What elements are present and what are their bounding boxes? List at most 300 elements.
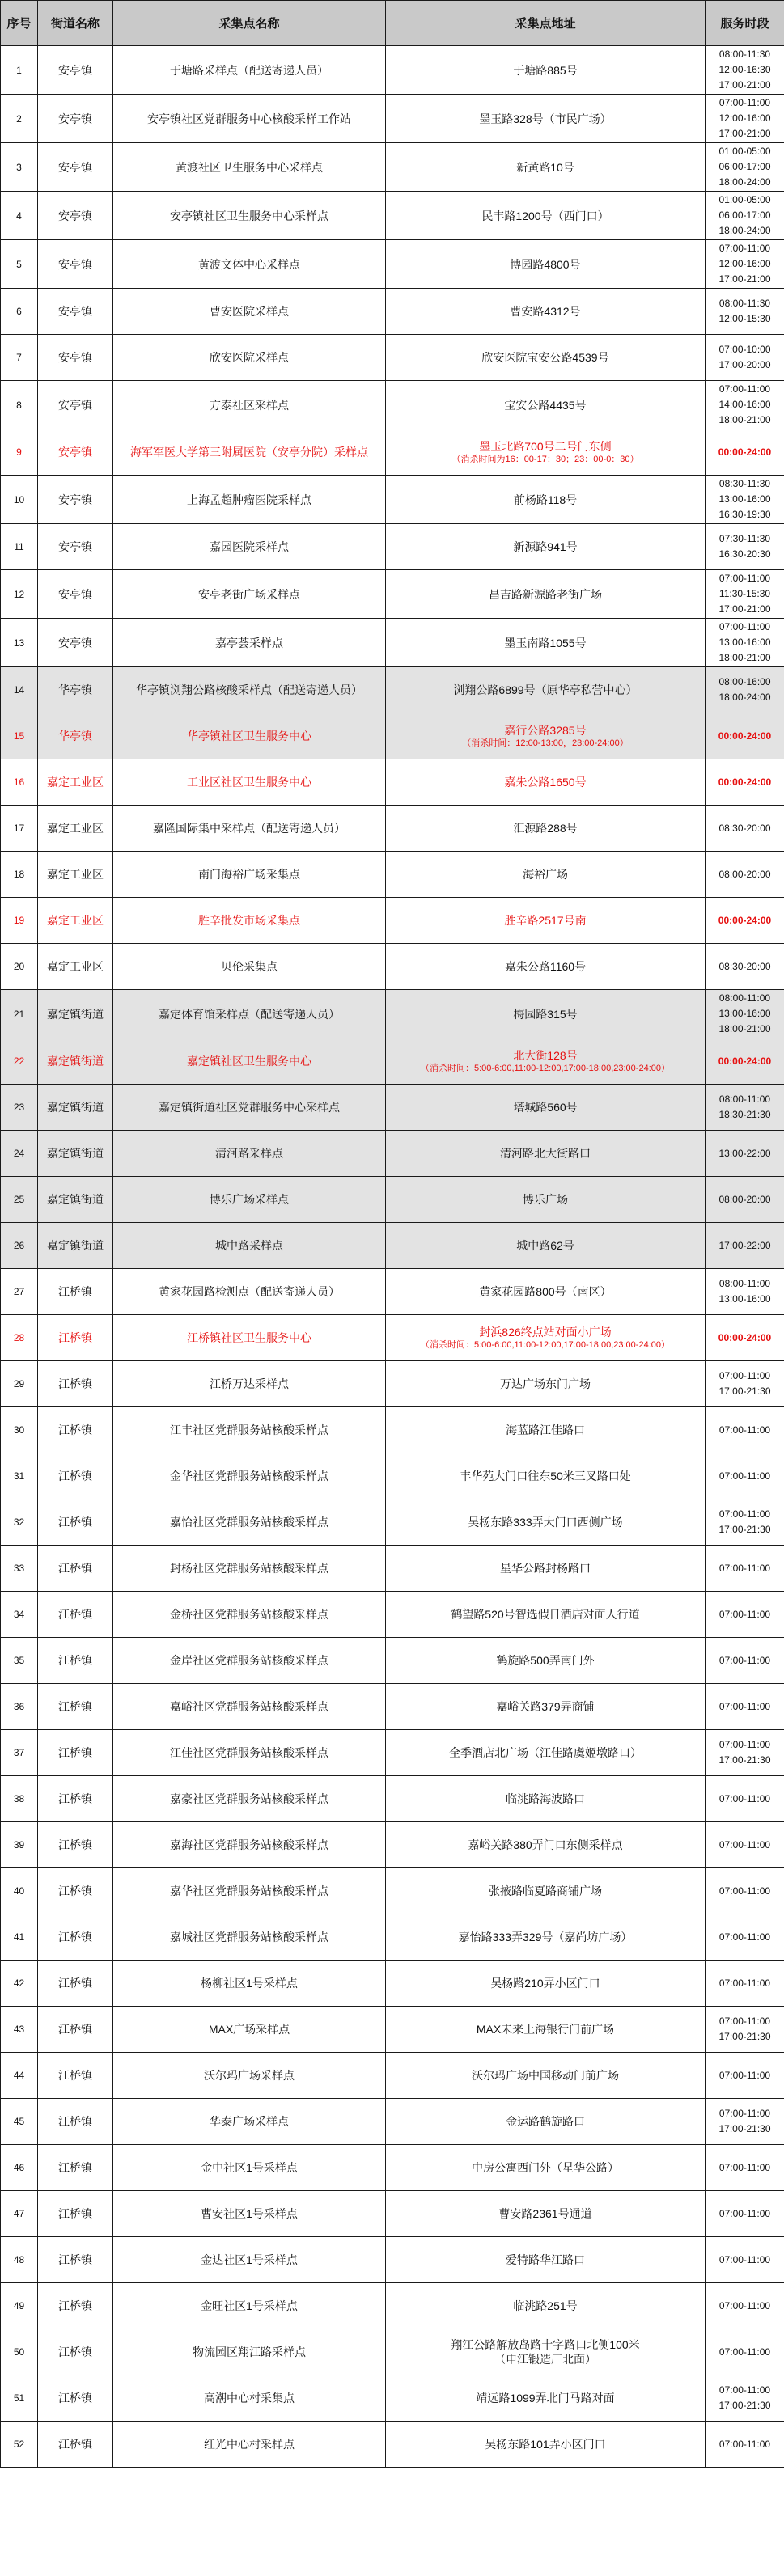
site-name: 华亭镇浏翔公路核酸采样点（配送寄递人员）: [113, 667, 386, 713]
site-address: [386, 1961, 706, 2007]
service-time-slot: 07:00-11:00: [718, 1884, 771, 1897]
table-row: [1, 1546, 784, 1592]
table-row: [1, 1868, 784, 1914]
site-name: 金旺社区1号采样点: [113, 2283, 386, 2329]
street-name: 嘉定工业区: [38, 852, 113, 898]
address-main: 嘉朱公路1650号: [504, 776, 587, 789]
row-number: 21: [1, 990, 38, 1038]
row-number: 23: [1, 1085, 38, 1131]
site-address: [386, 1592, 706, 1638]
service-times: [706, 95, 784, 143]
service-times: [706, 1592, 784, 1638]
site-address: [386, 2375, 706, 2422]
street-name: 安亭镇: [38, 476, 113, 524]
row-number: 38: [1, 1776, 38, 1822]
site-address: [386, 1776, 706, 1822]
table-body: [1, 46, 784, 2468]
row-number: 7: [1, 335, 38, 381]
street-name: 嘉定工业区: [38, 806, 113, 852]
service-time-slot: 08:30-11:30: [718, 478, 771, 489]
street-name: 安亭镇: [38, 192, 113, 240]
row-number: 18: [1, 852, 38, 898]
table-row: [1, 1499, 784, 1546]
street-name: 江桥镇: [38, 1914, 113, 1961]
service-times: [706, 1499, 784, 1546]
street-name: 江桥镇: [38, 2191, 113, 2237]
street-name: 嘉定工业区: [38, 898, 113, 944]
service-time-slot: 07:00-11:00: [718, 1370, 771, 1381]
table-row: [1, 2099, 784, 2145]
site-name: 曹安医院采样点: [113, 289, 386, 335]
row-number: 1: [1, 46, 38, 95]
site-address: [386, 1730, 706, 1776]
site-address: [386, 898, 706, 944]
table-row: [1, 289, 784, 335]
table-row: [1, 1638, 784, 1684]
site-name: 嘉豪社区党群服务站核酸采样点: [113, 1776, 386, 1822]
service-time-slot: 17:00-21:00: [718, 273, 771, 285]
street-name: 嘉定镇街道: [38, 1085, 113, 1131]
site-address: [386, 2329, 706, 2375]
service-time-slot: 07:00-11:00: [718, 2253, 771, 2265]
table-row: [1, 1177, 784, 1223]
service-time-slot: 06:00-17:00: [718, 161, 771, 172]
service-time-slot: 06:00-17:00: [718, 209, 771, 221]
row-number: 16: [1, 759, 38, 806]
site-address: [386, 990, 706, 1038]
service-times: [706, 1453, 784, 1499]
address-main: 吴杨路210弄小区门口: [490, 1977, 600, 1990]
address-main: 墨玉南路1055号: [504, 636, 587, 649]
site-address: [386, 759, 706, 806]
disinfection-note: （消杀时间：5:00-6:00,11:00-12:00,17:00-18:00,23:00-24:00）: [421, 1064, 670, 1073]
street-name: 江桥镇: [38, 1684, 113, 1730]
service-times: [706, 898, 784, 944]
service-time-slot: 07:00-11:00: [718, 1654, 771, 1666]
row-number: 9: [1, 429, 38, 476]
address-main: 民丰路1200号（西门口）: [481, 209, 609, 222]
service-times: [706, 524, 784, 570]
service-time-slot: 07:00-11:00: [718, 1423, 771, 1436]
address-main: 墨玉路328号（市民广场）: [479, 112, 612, 125]
site-name: 嘉城社区党群服务站核酸采样点: [113, 1914, 386, 1961]
service-time-slot: 18:00-21:00: [718, 652, 771, 663]
table-row: [1, 1223, 784, 1269]
service-time-slot: 07:00-11:00: [718, 2438, 771, 2450]
address-main: 中房公寓西门外（星华公路）: [472, 2161, 619, 2174]
service-times: [706, 1822, 784, 1868]
table-row: [1, 1684, 784, 1730]
site-address: [386, 619, 706, 667]
service-times: [706, 1730, 784, 1776]
service-time-slot: 07:00-11:00: [718, 573, 771, 584]
service-times: [706, 570, 784, 619]
address-main: 鹤望路520号智选假日酒店对面人行道: [451, 1608, 640, 1621]
service-time-slot: 12:00-16:00: [718, 112, 771, 124]
service-time-slot: 08:00-16:00: [718, 676, 771, 687]
site-address: [386, 1315, 706, 1361]
site-address: [386, 1177, 706, 1223]
service-time-slot: 08:00-11:00: [718, 992, 771, 1004]
service-time-slot: 17:00-21:30: [718, 2123, 771, 2134]
site-name: 江桥镇社区卫生服务中心: [113, 1315, 386, 1361]
site-name: 金岸社区党群服务站核酸采样点: [113, 1638, 386, 1684]
site-name: 封杨社区党群服务站核酸采样点: [113, 1546, 386, 1592]
service-times: [706, 381, 784, 429]
site-name: MAX广场采样点: [113, 2007, 386, 2053]
row-number: 33: [1, 1546, 38, 1592]
service-time-slot: 01:00-05:00: [718, 146, 771, 157]
row-number: 6: [1, 289, 38, 335]
street-name: 华亭镇: [38, 667, 113, 713]
row-number: 5: [1, 240, 38, 289]
row-number: 17: [1, 806, 38, 852]
site-name: 华亭镇社区卫生服务中心: [113, 713, 386, 759]
street-name: 江桥镇: [38, 2099, 113, 2145]
service-times: [706, 806, 784, 852]
row-number: 10: [1, 476, 38, 524]
service-times: [706, 1269, 784, 1315]
service-time-slot: 07:00-11:00: [718, 2384, 771, 2396]
street-name: 江桥镇: [38, 1961, 113, 2007]
service-times: [706, 1407, 784, 1453]
site-address: [386, 335, 706, 381]
header-site-name: 采集点名称: [113, 1, 386, 46]
service-times: [706, 143, 784, 192]
row-number: 3: [1, 143, 38, 192]
address-line2: （申江锻造厂北面）: [494, 2353, 596, 2366]
service-times: [706, 1776, 784, 1822]
table-row: [1, 1407, 784, 1453]
address-main: 吴杨东路101弄小区门口: [485, 2438, 606, 2451]
service-time-slot: 13:00-16:00: [718, 637, 771, 648]
street-name: 江桥镇: [38, 1315, 113, 1361]
site-address: [386, 2099, 706, 2145]
service-times: [706, 1961, 784, 2007]
site-address: [386, 852, 706, 898]
site-name: 江桥万达采样点: [113, 1361, 386, 1407]
service-time-slot: 07:00-11:00: [718, 1739, 771, 1750]
site-name: 嘉亭荟采样点: [113, 619, 386, 667]
address-main: 黄家花园路800号（南区）: [479, 1285, 612, 1298]
address-main: 浏翔公路6899号（原华亭私营中心）: [453, 683, 638, 696]
site-name: 安亭镇社区卫生服务中心采样点: [113, 192, 386, 240]
site-address: [386, 429, 706, 476]
address-main: 嘉怡路333弄329号（嘉尚坊广场）: [458, 1931, 633, 1944]
service-times: [706, 1038, 784, 1085]
table-row: [1, 713, 784, 759]
site-name: 贝伦采集点: [113, 944, 386, 990]
address-main: 宝安公路4435号: [504, 398, 587, 412]
address-main: 封浜826终点站对面小广场: [479, 1326, 612, 1339]
service-times: [706, 240, 784, 289]
street-name: 江桥镇: [38, 2145, 113, 2191]
table-row: [1, 1730, 784, 1776]
service-time-slot: 12:00-15:30: [718, 313, 771, 324]
service-times: [706, 2099, 784, 2145]
site-address: [386, 95, 706, 143]
row-number: 2: [1, 95, 38, 143]
service-times: [706, 2145, 784, 2191]
service-times: [706, 2007, 784, 2053]
service-times: [706, 1914, 784, 1961]
address-main: 塔城路560号: [513, 1101, 578, 1114]
row-number: 36: [1, 1684, 38, 1730]
address-main: 丰华苑大门口往东50米三叉路口处: [460, 1470, 631, 1483]
site-name: 嘉园医院采样点: [113, 524, 386, 570]
row-number: 49: [1, 2283, 38, 2329]
service-times: [706, 1177, 784, 1223]
address-main: 前杨路118号: [513, 493, 578, 506]
service-time-slot: 08:30-20:00: [718, 960, 771, 972]
table-row: [1, 990, 784, 1038]
site-address: [386, 2283, 706, 2329]
row-number: 32: [1, 1499, 38, 1546]
site-name: 曹安社区1号采样点: [113, 2191, 386, 2237]
service-times: [706, 759, 784, 806]
address-main: 嘉朱公路1160号: [504, 960, 587, 973]
table-row: [1, 852, 784, 898]
address-main: 爱特路华江路口: [506, 2253, 585, 2266]
service-time-slot: 08:00-11:00: [718, 1278, 771, 1289]
site-name: 方泰社区采样点: [113, 381, 386, 429]
service-time-slot: 07:00-11:00: [718, 2299, 771, 2312]
street-name: 江桥镇: [38, 1730, 113, 1776]
service-time-slot: 07:00-11:00: [718, 1838, 771, 1851]
site-name: 江丰社区党群服务站核酸采样点: [113, 1407, 386, 1453]
service-time-slot: 17:00-21:30: [718, 1385, 771, 1397]
street-name: 江桥镇: [38, 1868, 113, 1914]
row-number: 8: [1, 381, 38, 429]
table-row: [1, 1592, 784, 1638]
site-address: [386, 1038, 706, 1085]
site-name: 嘉华社区党群服务站核酸采样点: [113, 1868, 386, 1914]
service-time-slot: 00:00-24:00: [718, 776, 772, 788]
service-time-slot: 07:30-11:30: [718, 533, 771, 544]
service-time-slot: 07:00-11:00: [718, 1608, 771, 1620]
address-main: 博园路4800号: [510, 257, 581, 271]
service-times: [706, 429, 784, 476]
site-name: 杨柳社区1号采样点: [113, 1961, 386, 2007]
row-number: 44: [1, 2053, 38, 2099]
row-number: 48: [1, 2237, 38, 2283]
site-address: [386, 2237, 706, 2283]
site-name: 欣安医院采样点: [113, 335, 386, 381]
service-times: [706, 713, 784, 759]
street-name: 嘉定镇街道: [38, 1131, 113, 1177]
site-address: [386, 2053, 706, 2099]
table-row: [1, 192, 784, 240]
table-row: [1, 570, 784, 619]
row-number: 28: [1, 1315, 38, 1361]
address-main: 昌吉路新源路老街广场: [489, 587, 602, 601]
table-row: [1, 944, 784, 990]
header-street: 街道名称: [38, 1, 113, 46]
service-times: [706, 2283, 784, 2329]
service-time-slot: 13:00-16:00: [718, 1293, 771, 1305]
site-name: 金达社区1号采样点: [113, 2237, 386, 2283]
street-name: 安亭镇: [38, 381, 113, 429]
service-time-slot: 07:00-11:00: [718, 2108, 771, 2119]
address-main: 墨玉北路700号二号门东侧: [479, 440, 612, 453]
address-main: 梅园路315号: [513, 1007, 578, 1021]
table-row: [1, 476, 784, 524]
street-name: 江桥镇: [38, 2329, 113, 2375]
address-main: 博乐广场: [523, 1193, 568, 1206]
service-time-slot: 13:00-22:00: [718, 1147, 771, 1159]
service-time-slot: 00:00-24:00: [718, 446, 772, 458]
site-name: 金桥社区党群服务站核酸采样点: [113, 1592, 386, 1638]
service-times: [706, 1131, 784, 1177]
table-row: [1, 46, 784, 95]
table-row: [1, 1038, 784, 1085]
site-address: [386, 1684, 706, 1730]
row-number: 30: [1, 1407, 38, 1453]
row-number: 46: [1, 2145, 38, 2191]
address-main: 城中路62号: [516, 1239, 574, 1252]
street-name: 江桥镇: [38, 1499, 113, 1546]
service-times: [706, 2191, 784, 2237]
street-name: 安亭镇: [38, 570, 113, 619]
street-name: 嘉定镇街道: [38, 990, 113, 1038]
address-main: 万达广场东门广场: [500, 1377, 591, 1390]
address-main: 临洮路251号: [513, 2299, 578, 2312]
service-time-slot: 07:00-10:00: [718, 344, 771, 355]
table-row: [1, 2422, 784, 2468]
street-name: 江桥镇: [38, 2237, 113, 2283]
row-number: 29: [1, 1361, 38, 1407]
site-name: 上海孟超肿瘤医院采样点: [113, 476, 386, 524]
service-time-slot: 01:00-05:00: [718, 194, 771, 205]
service-time-slot: 08:00-11:00: [718, 1093, 771, 1105]
table-row: [1, 1961, 784, 2007]
address-main: 海裕广场: [523, 868, 568, 881]
table-row: [1, 759, 784, 806]
row-number: 25: [1, 1177, 38, 1223]
street-name: 安亭镇: [38, 240, 113, 289]
row-number: 42: [1, 1961, 38, 2007]
address-main: 星华公路封杨路口: [500, 1562, 591, 1575]
street-name: 江桥镇: [38, 1776, 113, 1822]
service-time-slot: 00:00-24:00: [718, 730, 772, 742]
address-main: 欣安医院宝安公路4539号: [481, 351, 609, 364]
service-times: [706, 2237, 784, 2283]
site-address: [386, 1085, 706, 1131]
address-main: 新黄路10号: [516, 160, 574, 174]
site-address: [386, 806, 706, 852]
street-name: 安亭镇: [38, 143, 113, 192]
table-row: [1, 335, 784, 381]
row-number: 45: [1, 2099, 38, 2145]
service-time-slot: 08:00-11:30: [718, 298, 771, 309]
site-address: [386, 570, 706, 619]
street-name: 安亭镇: [38, 524, 113, 570]
street-name: 江桥镇: [38, 2375, 113, 2422]
street-name: 江桥镇: [38, 1638, 113, 1684]
service-time-slot: 07:00-11:00: [718, 1562, 771, 1574]
table-row: [1, 806, 784, 852]
site-address: [386, 143, 706, 192]
row-number: 37: [1, 1730, 38, 1776]
site-name: 嘉怡社区党群服务站核酸采样点: [113, 1499, 386, 1546]
table-row: [1, 1361, 784, 1407]
service-time-slot: 17:00-21:30: [718, 2031, 771, 2042]
service-time-slot: 07:00-11:00: [718, 97, 771, 108]
site-address: [386, 2191, 706, 2237]
site-address: [386, 1131, 706, 1177]
service-time-slot: 07:00-11:00: [718, 2069, 771, 2081]
site-name: 物流园区翔江路采样点: [113, 2329, 386, 2375]
site-address: [386, 1638, 706, 1684]
service-times: [706, 1085, 784, 1131]
site-name: 高潮中心村采集点: [113, 2375, 386, 2422]
row-number: 51: [1, 2375, 38, 2422]
service-time-slot: 07:00-11:00: [718, 621, 771, 632]
street-name: 安亭镇: [38, 619, 113, 667]
site-address: [386, 1868, 706, 1914]
service-time-slot: 07:00-11:00: [718, 2016, 771, 2027]
site-name: 城中路采样点: [113, 1223, 386, 1269]
address-main: MAX未来上海银行门前广场: [476, 2023, 615, 2036]
service-time-slot: 07:00-11:00: [718, 1470, 771, 1482]
service-time-slot: 08:00-11:30: [718, 49, 771, 60]
table-row: [1, 381, 784, 429]
service-time-slot: 16:30-20:30: [718, 548, 771, 560]
street-name: 江桥镇: [38, 1546, 113, 1592]
service-times: [706, 46, 784, 95]
table-row: [1, 1315, 784, 1361]
table-row: [1, 429, 784, 476]
address-main: 胜辛路2517号南: [504, 914, 587, 927]
table-row: [1, 619, 784, 667]
service-times: [706, 476, 784, 524]
row-number: 52: [1, 2422, 38, 2468]
street-name: 江桥镇: [38, 1269, 113, 1315]
street-name: 华亭镇: [38, 713, 113, 759]
table-row: [1, 2053, 784, 2099]
table-row: [1, 2329, 784, 2375]
service-time-slot: 07:00-11:00: [718, 1977, 771, 1989]
address-main: 于塘路885号: [513, 63, 578, 77]
address-main: 张掖路临夏路商铺广场: [489, 1884, 602, 1897]
row-number: 34: [1, 1592, 38, 1638]
site-address: [386, 476, 706, 524]
table-row: [1, 2375, 784, 2422]
site-name: 嘉海社区党群服务站核酸采样点: [113, 1822, 386, 1868]
table-row: [1, 2145, 784, 2191]
site-name: 嘉定镇街道社区党群服务中心采样点: [113, 1085, 386, 1131]
site-address: [386, 524, 706, 570]
service-times: [706, 619, 784, 667]
address-main: 鹤旋路500弄南门外: [496, 1654, 595, 1667]
address-main: 嘉行公路3285号: [504, 724, 587, 737]
service-time-slot: 18:00-21:00: [718, 1023, 771, 1034]
table-row: [1, 95, 784, 143]
site-address: [386, 381, 706, 429]
row-number: 40: [1, 1868, 38, 1914]
street-name: 嘉定镇街道: [38, 1038, 113, 1085]
header-no: 序号: [1, 1, 38, 46]
street-name: 安亭镇: [38, 95, 113, 143]
site-address: [386, 46, 706, 95]
service-times: [706, 1638, 784, 1684]
site-name: 于塘路采样点（配送寄递人员）: [113, 46, 386, 95]
address-main: 新源路941号: [513, 540, 578, 553]
service-time-slot: 07:00-11:00: [718, 1931, 771, 1943]
service-times: [706, 1868, 784, 1914]
table-row: [1, 2007, 784, 2053]
site-name: 清河路采样点: [113, 1131, 386, 1177]
